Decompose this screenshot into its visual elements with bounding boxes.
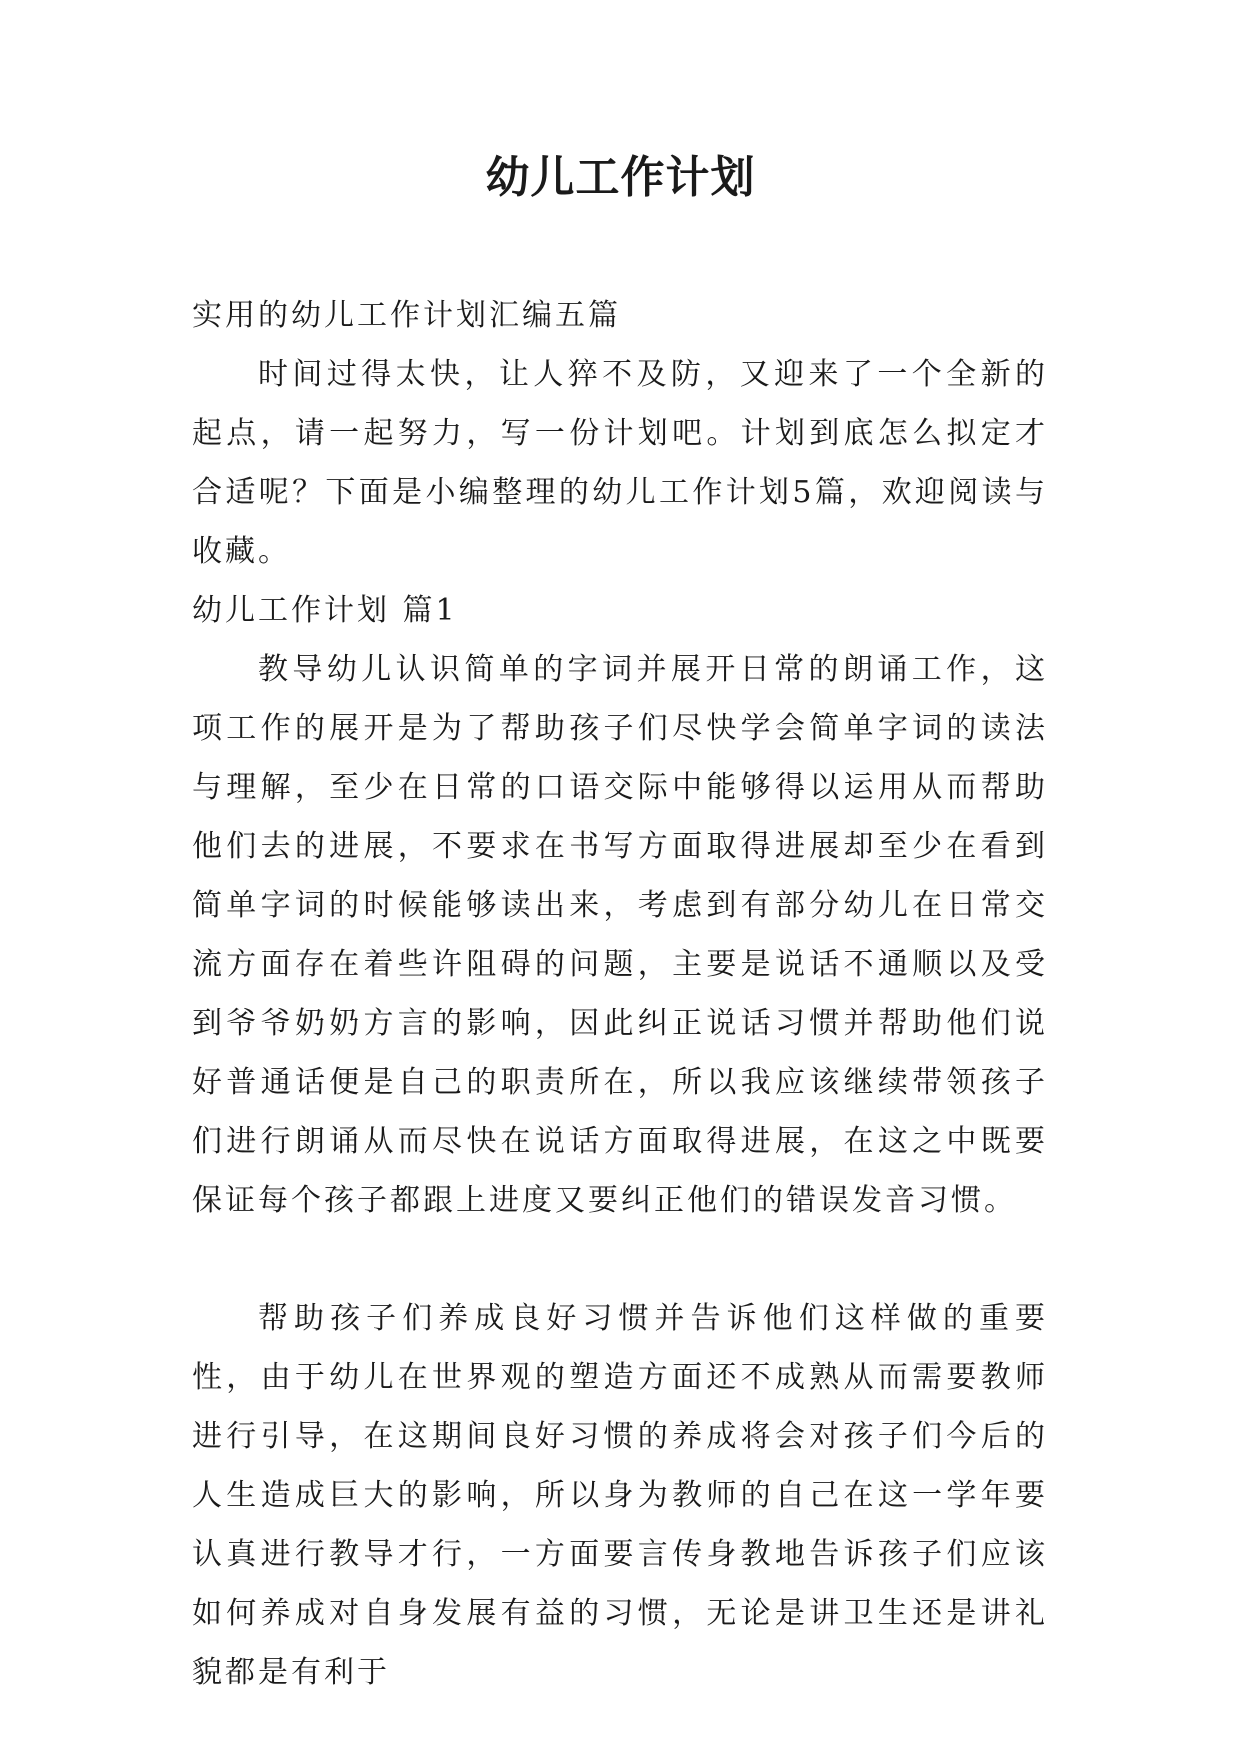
body-paragraph: 帮助孩子们养成良好习惯并告诉他们这样做的重要性，由于幼儿在世界观的塑造方面还不成熟从而需要教师进行引导，在这期间良好习惯的养成将会对孩子们今后的人生造成巨大的影响，所以身为教师的自己在这一学年要认真进行教导才行，一方面要言传身教地告诉孩子们应该如何养成对自身发展有益的习惯，无论是讲卫生还是讲礼貌都是有利于 xyxy=(192,1301,1048,1690)
paragraph-spacer xyxy=(192,1230,1048,1289)
section-heading: 幼儿工作计划 篇1 xyxy=(192,593,458,628)
document-body xyxy=(192,286,1048,1702)
intro-paragraph: 时间过得太快，让人猝不及防，又迎来了一个全新的起点，请一起努力，写一份计划吧。计划到底怎么拟定才合适呢？下面是小编整理的幼儿工作计划5篇，欢迎阅读与收藏。 xyxy=(192,357,1048,569)
body-paragraph: 教导幼儿认识简单的字词并展开日常的朗诵工作，这项工作的展开是为了帮助孩子们尽快学会简单字词的读法与理解，至少在日常的口语交际中能够得以运用从而帮助他们去的进展，不要求在书写方面取得进展却至少在看到简单字词的时候能够读出来，考虑到有部分幼儿在日常交流方面存在着些许阻碍的问题，主要是说话不通顺以及受到爷爷奶奶方言的影响，因此纠正说话习惯并帮助他们说好普通话便是自己的职责所在，所以我应该继续带领孩子们进行朗诵从而尽快在说话方面取得进展，在这之中既要保证每个孩子都跟上进度又要纠正他们的错误发音习惯。 xyxy=(192,652,1048,1218)
document-title: 幼儿工作计划 xyxy=(485,152,756,203)
document-subtitle: 实用的幼儿工作计划汇编五篇 xyxy=(192,298,621,333)
